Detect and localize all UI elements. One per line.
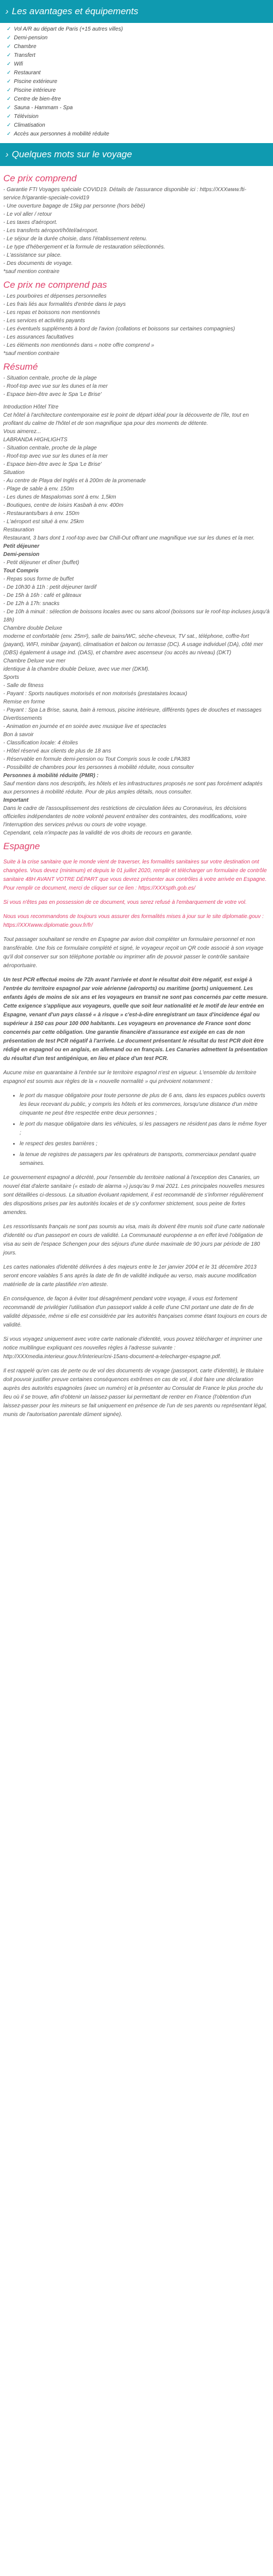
- espagne-bullet: • la tenue de registres de passagers par les opérateurs de transports, commerciaux pendant quatre semaines.: [20, 1151, 270, 1168]
- resume-line: - Espace bien-être avec le Spa 'Le Brise': [3, 392, 102, 398]
- details-line: Situation: [3, 470, 25, 476]
- details-line: - L'aéroport est situé à env. 25km: [3, 519, 84, 525]
- espagne-para3: Aucune mise en quarantaine à l'entrée sur le territoire espagnol n'est en vigueur. L'ensemble du territoire espagnol est soumis aux règles de la « nouvelle normalité » qui prévoient notamment :: [3, 1070, 257, 1085]
- advantage-item: [7, 43, 268, 51]
- advantage-item: [7, 95, 268, 104]
- espagne-para1: Tout passager souhaitant se rendre en Espagne par avion doit compléter un formulaire personnel et non transférable. Une fois ce formulaire complété et signé, le voyageur reçoit un QR code associé à son voyage qu'il doit conserver sur son téléphone portable ou imprimer afin de pouvoir passer le contrôle sanitaire aéroportuaire.: [3, 937, 264, 969]
- details-heading: Petit déjeuner: [3, 543, 40, 549]
- details-line: - Roof-top avec vue sur les dunes et la mer: [3, 453, 108, 459]
- prix-pas-line: - Les services et activités payants: [3, 318, 85, 324]
- check-icon: ✓: [7, 114, 11, 120]
- details-line: Vous aimerez...: [3, 429, 41, 435]
- details-line: Restauration: [3, 527, 34, 533]
- details-line: - Hôtel réservé aux clients de plus de 18 ans: [3, 748, 111, 754]
- resume-lines: [3, 374, 270, 399]
- hotel-details: [3, 403, 270, 837]
- details-line: - Situation centrale, proche de la plage: [3, 445, 97, 451]
- advantage-label: Wifi: [14, 61, 23, 67]
- espagne-para7: En conséquence, de façon à éviter tout désagrément pendant votre voyage, il vous est fortement recommandé de privilégier l'utilisation d'un passeport valide à celle d'une CNI portant une date de fin de validité dépassée, même si elle est considérée par les autorités françaises comme étant toujours en cours de validité.: [3, 1296, 268, 1328]
- advantage-label: Piscine intérieure: [14, 87, 56, 93]
- details-line: - De 10h à minuit : sélection de boissons locales avec ou sans alcool (boissons sur le roof-top incluses jusqu'à 18h): [3, 609, 270, 623]
- advantage-item: [7, 121, 268, 130]
- check-icon: ✓: [7, 79, 11, 85]
- prix-comprend-line: - Des documents de voyage.: [3, 260, 73, 267]
- prix-pas-title: Ce prix ne comprend pas: [3, 280, 107, 290]
- chevron-icon: ›: [5, 149, 9, 159]
- espagne-bullet: • le respect des gestes barrières ;: [20, 1140, 270, 1148]
- espagne-para4: Le gouvernement espagnol a décrété, pour l'ensemble du territoire national à l'exception des Canaries, un nouvel état d'alerte sanitaire (« estado de alarma ») jusqu'au 9 mai 2021. Les principales nouvelles mesures sont détaillées ci-dessous. La situation évoluant rapidement, il est recommandé de s'informer régulièrement des dispositions prises par les autorités locales et de s'y conformer strictement, sous peine de fortes amendes.: [3, 1175, 265, 1216]
- check-icon: ✓: [7, 70, 11, 76]
- details-line: Remise en forme: [3, 699, 45, 705]
- prix-pas-line: - Les frais liés aux formalités d'entrée dans le pays: [3, 301, 126, 307]
- advantages-list: [0, 23, 273, 143]
- details-line: - De 15h à 16h : café et gâteaux: [3, 593, 81, 599]
- advantage-item: [7, 34, 268, 43]
- prix-comprend-line: *sauf mention contraire: [3, 269, 60, 275]
- details-line: Introduction Hôtel Titre: [3, 404, 59, 410]
- details-heading: Tout Compris: [3, 568, 39, 574]
- advantage-item: [7, 25, 268, 34]
- espagne-warning: Si vous n'êtes pas en possession de ce document, vous serez refusé à l'embarquement de votre vol.: [3, 899, 247, 905]
- details-line: - Petit déjeuner et dîner (buffet): [3, 560, 79, 566]
- check-icon: ✓: [7, 52, 11, 58]
- espagne-intro: Suite à la crise sanitaire que le monde vient de traverser, les formalités sanitaires sur votre destination ont changées. Vous devez (minimum) et depuis le 01 juillet 2020, remplir et télécharger un formulaire de contrôle sanitaire 48H AVANT VOTRE DÉPART que vous devrez présenter aux contrôles à votre arrivée en Espagne. Pour remplir ce document, merci de cliquer sur ce lien : https://XXXspth.gob.es/: [3, 859, 267, 891]
- details-line: - Payant : Sports nautiques motorisés et non motorisés (prestataires locaux): [3, 691, 187, 697]
- details-line: - Espace bien-être avec le Spa 'Le Brise': [3, 461, 102, 467]
- details-line: - Les dunes de Maspalomas sont à env. 1,5km: [3, 494, 116, 500]
- prix-comprend-line: - Le vol aller / retour: [3, 211, 52, 217]
- prix-comprend-line: - Une ouverture bagage de 15kg par personne (hors bébé): [3, 203, 145, 209]
- advantages-banner: [0, 0, 273, 23]
- check-icon: ✓: [7, 105, 11, 111]
- resume-line: - Situation centrale, proche de la plage: [3, 375, 97, 381]
- espagne-para5: Les ressortissants français ne sont pas soumis au visa, mais ils doivent être munis soit d'une carte nationale d'identité ou d'un passeport en cours de validité. La Communauté européenne a en effet levé l'obligation de visa au sein de l'espace Schengen pour des séjours d'une durée maximale de 90 jours par période de 180 jours.: [3, 1224, 265, 1256]
- details-line: Cet hôtel à l'architecture contemporaine est le point de départ idéal pour la découverte de l'île, tout en profitant du calme de l'hôtel et de son magnifique spa pour des moments de détente.: [3, 412, 249, 427]
- details-line: - Restaurants/bars à env. 150m: [3, 511, 80, 517]
- prix-pas-line: - Les assurances facultatives: [3, 334, 74, 340]
- advantage-label: Climatisation: [14, 122, 45, 128]
- details-line: Bon à savoir: [3, 732, 34, 738]
- advantage-label: Sauna - Hammam - Spa: [14, 105, 73, 111]
- info-banner: [0, 143, 273, 166]
- prix-comprend-line: - Le séjour de la durée choisie, dans l'établissement retenu.: [3, 236, 147, 242]
- prix-pas-line: *sauf mention contraire: [3, 351, 60, 357]
- espagne-para6: Les cartes nationales d'identité délivrées à des majeurs entre le 1er janvier 2004 et le 31 décembre 2013 seront encore valables 5 ans après la date de fin de validité indiquée au verso, mais aucune modification matérielle de la carte plastifiée n'en atteste.: [3, 1264, 257, 1288]
- prix-comprend-line: - Les taxes d'aéroport.: [3, 220, 58, 226]
- details-line: - Payant : Spa La Brise, sauna, bain à remous, piscine intérieure, différents types de douches et massages: [3, 707, 262, 713]
- check-icon: ✓: [7, 87, 11, 93]
- advantage-label: Transfert: [14, 52, 35, 58]
- espagne-bullet: • le port du masque obligatoire dans les véhicules, si les passagers ne résident pas dans le même foyer ;: [20, 1120, 270, 1138]
- check-icon: ✓: [7, 61, 11, 67]
- prix-pas-line: - Les pourboires et dépenses personnelles: [3, 293, 107, 299]
- advantage-label: Télévision: [14, 114, 39, 120]
- resume-line: - Roof-top avec vue sur les dunes et la mer: [3, 383, 108, 389]
- advantages-title: Les avantages et équipements: [11, 6, 139, 16]
- advantage-item: [7, 86, 268, 95]
- details-line: - Possibilité de chambres pour les personnes à mobilité réduite, nous consulter: [3, 765, 194, 771]
- check-icon: ✓: [7, 122, 11, 128]
- details-line: - De 12h à 17h: snacks: [3, 601, 60, 607]
- advantage-item: [7, 130, 268, 139]
- prix-comprend-line: - Garantie FTI Voyages spéciale COVID19. Détails de l'assurance disponible ici : https://XXXwww.fti-service.fr/garantie-speciale-covid19: [3, 187, 247, 201]
- details-line: Cependant, cela n'impacte pas la validité de vos droits de recours en garantie.: [3, 830, 193, 836]
- trip-info: [0, 166, 273, 1428]
- espagne-para8: Si vous voyagez uniquement avec votre carte nationale d'identité, vous pouvez télécharger et imprimer une notice multilingue expliquant ces nouvelles règles à l'adresse suivante : http://XXXmedia.interieur.gouv.fr/interieur/cni-15ans-document-a-telecharger-espagne.pdf.: [3, 1336, 263, 1360]
- details-line: Dans le cadre de l'assouplissement des restrictions de circulation liées au Coronavirus, les décisions officielles indépendantes de notre volonté peuvent entraîner des contraintes, des modifications, voire l'interruption des services prévus ou cours de votre voyage.: [3, 806, 247, 828]
- resume-title: Résumé: [3, 362, 38, 372]
- espagne-para2: Un test PCR effectué moins de 72h avant l'arrivée et dont le résultat doit être négatif, est exigé à l'entrée du territoire espagnol par voie aérienne (aéroports) ou maritime (ports) uniquement. Les enfants âgés de moins de six ans et les voyageurs en transit ne sont pas concernés par cette mesure. Cette exigence s'applique aux voyageurs, quelle que soit leur nationalité et le motif de leur entrée en Espagne, venant d'un pays classé « à risque » c'est-à-dire enregistrant un taux d'incidence égal ou supérieur à 150 cas pour 100 000 habitants. Les voyageurs en provenance de France sont donc concernés par cette obligation. Une garantie financière d'assurance est exigée en cas de non présentation de test PCR négatif à l'arrivée. Le document présentant le résultat du test PCR doit être rédigé en espagnol ou en anglais, en allemand ou en français. Les Canaries admettent la présentation du résultat d'un test antigénique, en lieu et place d'un test PCR.: [3, 977, 268, 1062]
- prix-comprend-line: - Le type d'hébergement et la formule de restauration sélectionnés.: [3, 244, 165, 250]
- details-line: - Au centre de Playa del Inglés et à 200m de la promenade: [3, 478, 146, 484]
- details-line: Sauf mention dans nos descriptifs, les hôtels et les infrastructures proposés ne sont pas forcément adaptés aux personnes à mobilité réduite. Pour de plus amples détails, nous consulter.: [3, 781, 263, 795]
- advantage-item: [7, 51, 268, 60]
- prix-comprend-title: Ce prix comprend: [3, 173, 77, 183]
- details-line: Divertissements: [3, 715, 43, 721]
- details-line: LABRANDA HIGHLIGHTS: [3, 437, 68, 443]
- details-line: - Repas sous forme de buffet: [3, 576, 74, 582]
- details-heading: Demi-pension: [3, 552, 40, 558]
- check-icon: ✓: [7, 44, 11, 50]
- espagne-para9: Il est rappelé qu'en cas de perte ou de vol des documents de voyage (passeport, carte d'identité), le titulaire doit pouvoir justifier preuve certaines conséquences extrêmes en cas de vol, il doit faire une déclaration auprès des autorités espagnoles (avec un numéro) et la présenter au Consulat de France le plus proche du lieu où il se trouve, afin d'obtenir un laissez-passer lui permettant de rentrer en France (l'obtention d'un laissez-passer pour les mineurs se fait uniquement en présence de l'un de ses parents ou représentant légal, munis de l'autorisation parentale dûment signée).: [3, 1368, 267, 1418]
- advantage-item: [7, 60, 268, 69]
- details-line: Chambre Deluxe vue mer: [3, 658, 66, 664]
- prix-pas-line: - Les éventuels suppléments à bord de l'avion (collations et boissons sur certaines compagnies): [3, 326, 235, 332]
- advantage-label: Chambre: [14, 44, 37, 50]
- advantage-label: Restaurant: [14, 70, 41, 76]
- check-icon: ✓: [7, 131, 11, 137]
- advantage-label: Centre de bien-être: [14, 96, 61, 102]
- advantage-item: [7, 112, 268, 121]
- espagne-bullet: • le port du masque obligatoire pour toute personne de plus de 6 ans, dans les espaces publics ouverts les lieux recevant du public, y compris les hôtels et les commerces, lorsqu'une distance d'un mètre cinquante ne peut être respectée entre deux personnes ;: [20, 1092, 270, 1118]
- details-line: Sports: [3, 674, 19, 680]
- details-heading: Personnes à mobilité réduite (PMR) :: [3, 773, 99, 779]
- info-title: Quelques mots sur le voyage: [11, 149, 132, 159]
- advantage-item: [7, 78, 268, 86]
- advantage-label: Demi-pension: [14, 35, 48, 41]
- check-icon: ✓: [7, 96, 11, 102]
- prix-pas-lines: [3, 292, 270, 358]
- prix-comprend-lines: [3, 186, 270, 276]
- advantage-label: Accès aux personnes à mobilité réduite: [14, 131, 109, 137]
- chevron-icon: ›: [5, 6, 9, 16]
- details-line: - De 10h30 à 11h : petit déjeuner tardif: [3, 584, 97, 590]
- details-line: identique à la chambre double Deluxe, avec vue mer (DKM).: [3, 666, 150, 672]
- prix-comprend-line: - L'assistance sur place.: [3, 252, 62, 258]
- espagne-bullets: [20, 1092, 270, 1168]
- details-line: - Salle de fitness: [3, 683, 44, 689]
- details-line: - Plage de sable à env. 150m: [3, 486, 74, 492]
- details-line: - Boutiques, centre de loisirs Kasbah à env. 400m: [3, 502, 123, 508]
- prix-pas-line: - Les éléments non mentionnés dans « notre offre comprend »: [3, 342, 155, 348]
- details-line: - Réservable en formule demi-pension ou Tout Compris sous le code LPA383: [3, 756, 190, 762]
- details-line: moderne et confortable (env. 25m²), salle de bains/WC, sèche-cheveux, TV sat., téléphone, coffre-fort (payant), WIFI, minibar (payant), climatisation et balcon ou terrasse (DC). A usage individuel (DA), côté mer (DBS) également à usage ind. (DAS), et chambre avec ascenseur (ou accès au niveau) (DKT): [3, 633, 263, 656]
- details-line: - Animation en journée et en soirée avec musique live et spectacles: [3, 724, 167, 730]
- advantage-item: [7, 69, 268, 78]
- prix-comprend-line: - Les transferts aéroport/hôtel/aéroport.: [3, 228, 98, 234]
- advantage-label: Piscine extérieure: [14, 79, 57, 85]
- details-line: - Classification locale: 4 étoiles: [3, 740, 78, 746]
- prix-pas-line: - Les repas et boissons non mentionnés: [3, 310, 100, 316]
- check-icon: ✓: [7, 35, 11, 41]
- details-line: Chambre double Deluxe: [3, 625, 62, 631]
- espagne-recommendation: Nous vous recommandons de toujours vous assurer des formalités mises à jour sur le site diplomatie.gouv : https://XXXwww.diplomatie.gouv.fr/fr/: [3, 914, 264, 928]
- details-heading: Important: [3, 797, 29, 803]
- advantage-label: Vol A/R au départ de Paris (+15 autres villes): [14, 26, 123, 32]
- espagne-title: Espagne: [3, 841, 40, 851]
- details-line: Restaurant, 3 bars dont 1 roof-top avec bar Chill-Out offrant une magnifique vue sur les dunes et la mer.: [3, 535, 255, 541]
- advantage-item: [7, 104, 268, 112]
- check-icon: ✓: [7, 26, 11, 32]
